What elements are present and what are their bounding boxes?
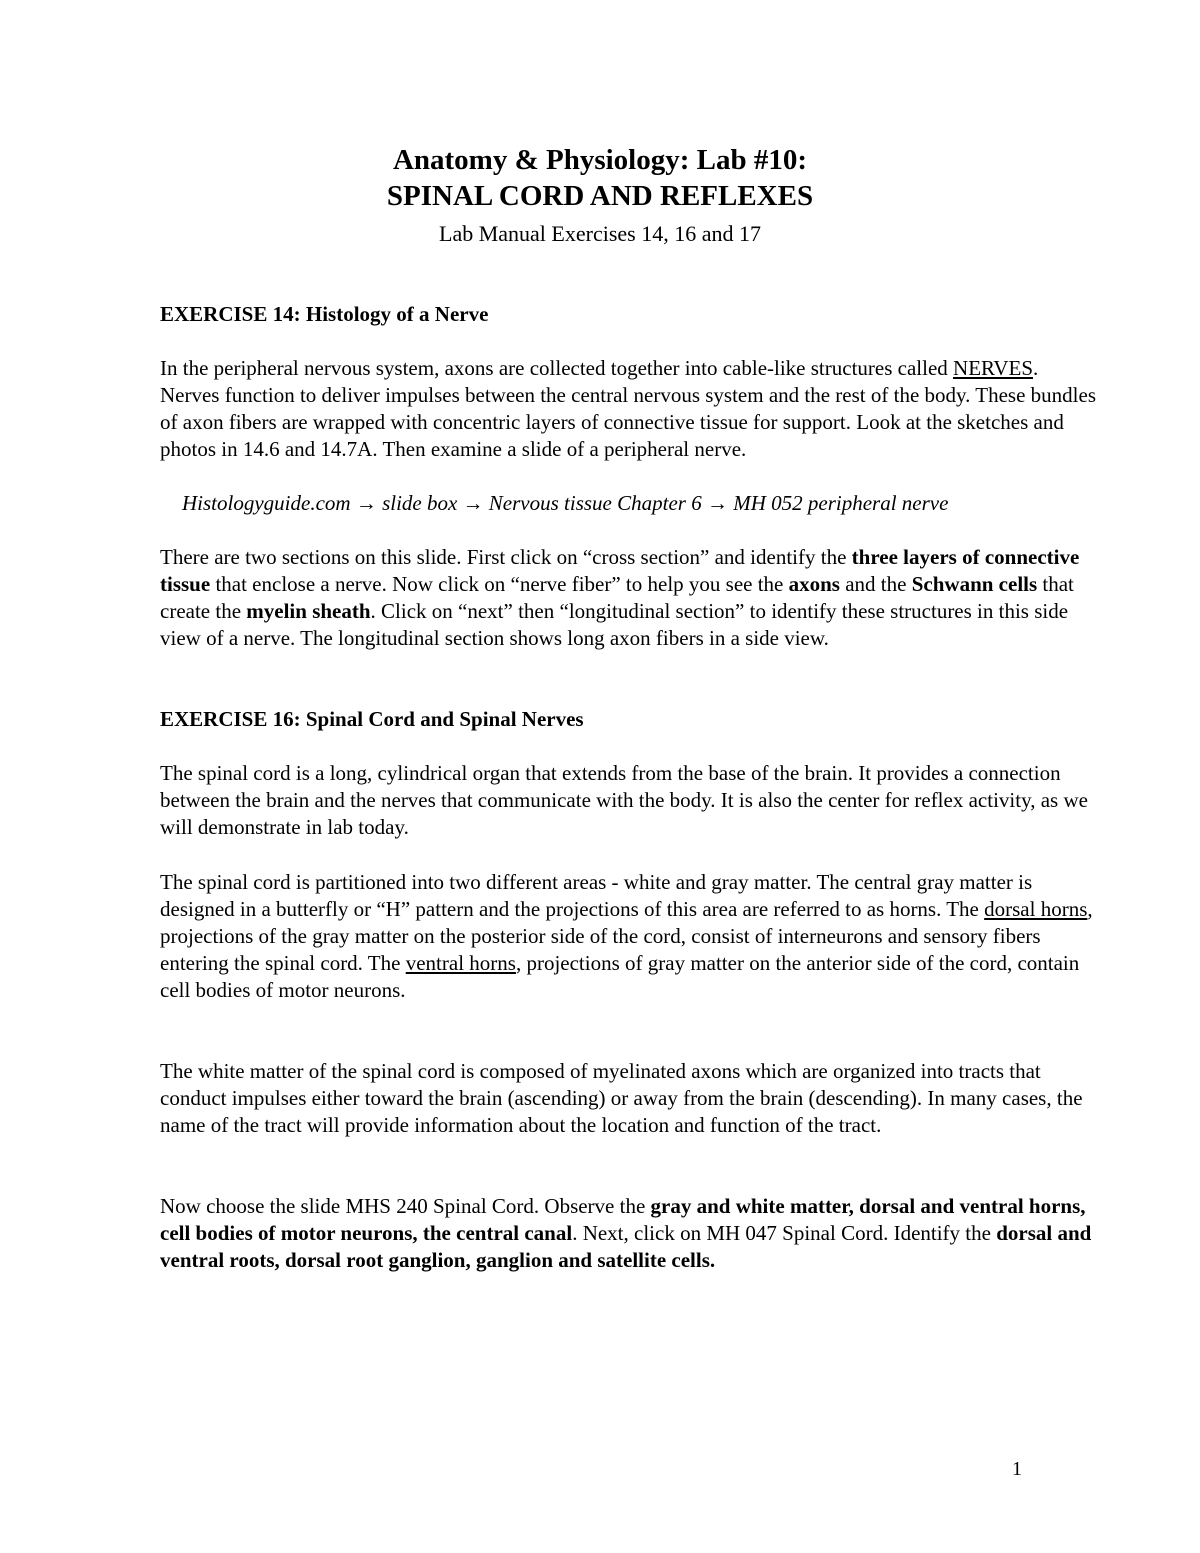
- exercise16-p4-text-c: . Next, click on MH 047 Spinal Cord. Identify the: [572, 1221, 997, 1245]
- exercise16-heading-text: EXERCISE 16: Spinal Cord and Spinal Nerves: [160, 707, 584, 731]
- navigation-path: [160, 490, 1122, 517]
- exercise14-heading-text: EXERCISE 14: Histology of a Nerve: [160, 302, 489, 326]
- term-dorsal-horns: dorsal horns: [984, 897, 1088, 921]
- exercise16-p1-text: The spinal cord is a long, cylindrical organ that extends from the base of the brain. It provides a connection between the brain and the nerves that communicate with the body. It is also the center for reflex activity, as we will demonstrate in lab today.: [160, 761, 1088, 839]
- exercise16-paragraph4: [160, 1193, 1100, 1274]
- term-schwann-cells: Schwann cells: [911, 572, 1038, 596]
- exercise16-p2-text-c: , projections of gray matter on the anterior side of the cord, contain cell bodies of motor neurons.: [160, 951, 1080, 1002]
- term-spinal-structures: gray and white matter, dorsal and ventral horns, cell bodies of motor neurons, the central canal: [160, 1194, 1086, 1245]
- exercise14-paragraph1: [160, 355, 1100, 463]
- exercise16-paragraph1: [160, 760, 1100, 841]
- page-subtitle: Lab Manual Exercises 14, 16 and 17: [439, 221, 761, 246]
- exercise14-p2-text-e: and the: [839, 572, 912, 596]
- exercise14-paragraph2: [160, 544, 1100, 652]
- exercise16-p3-text: The white matter of the spinal cord is composed of myelinated axons which are organized into tracts that conduct impulses either toward the brain (ascending) or away from the brain (descending). In many cases, the name of the tract will provide information about the location and function of the tract.: [160, 1059, 1083, 1137]
- exercise16-p2-text-a: The spinal cord is partitioned into two different areas - white and gray matter. The central gray matter is designed in a butterfly or “H” pattern and the projections of this area are referred to as horns. The: [160, 870, 1033, 921]
- exercise16-paragraph3: [160, 1058, 1100, 1139]
- path-slide-box: slide box: [376, 491, 463, 515]
- right-arrow-icon: →: [462, 491, 484, 515]
- nerves-term: NERVES: [953, 356, 1034, 380]
- right-arrow-icon: →: [706, 491, 728, 515]
- term-axons: axons: [788, 572, 840, 596]
- exercise14-p2-text-c: that enclose a nerve. Now click on “nerve fiber” to help you see the: [210, 572, 789, 596]
- exercise14-p1-text-b: . Nerves function to deliver impulses between the central nervous system and the rest of the body. These bundles of axon fibers are wrapped with concentric layers of connective tissue for support. Look at the sketches and photos in 14.6 and 14.7A. Then examine a slide of a peripheral nerve.: [160, 356, 1096, 461]
- exercise16-paragraph2: [160, 869, 1100, 1004]
- path-slide: MH 052 peripheral nerve: [727, 491, 949, 515]
- path-site: Histologyguide.com: [182, 491, 356, 515]
- page-title: Anatomy & Physiology: Lab #10:: [392, 144, 808, 176]
- page-number: 1: [1012, 1458, 1022, 1480]
- exercise16-heading: [160, 706, 1100, 733]
- right-arrow-icon: →: [355, 491, 377, 515]
- exercise14-p2-text-g: that create the: [160, 572, 1074, 623]
- exercise14-p2-text-i: . Click on “next” then “longitudinal section” to identify these structures in this side view of a nerve. The longitudinal section shows long axon fibers in a side view.: [160, 599, 1069, 650]
- page-title-topic: SPINAL CORD AND REFLEXES: [386, 180, 814, 212]
- term-connective-layers: three layers of connective tissue: [160, 545, 1080, 596]
- term-roots-ganglion: dorsal and ventral roots, dorsal root ganglion, ganglion and satellite cells.: [160, 1221, 1092, 1272]
- exercise16-p4-text-a: Now choose the slide MHS 240 Spinal Cord. Observe the: [160, 1194, 651, 1218]
- term-myelin-sheath: myelin sheath: [246, 599, 371, 623]
- exercise14-p1-text-a: In the peripheral nervous system, axons are collected together into cable-like structures called: [160, 356, 954, 380]
- exercise14-heading: [160, 301, 1100, 328]
- title-block: [0, 142, 1200, 254]
- exercise16-p2-text-b: , projections of the gray matter on the posterior side of the cord, consist of interneurons and sensory fibers entering the spinal cord. The: [160, 897, 1093, 975]
- term-ventral-horns: ventral horns: [405, 951, 516, 975]
- path-chapter: Nervous tissue Chapter 6: [483, 491, 707, 515]
- exercise14-p2-text-a: There are two sections on this slide. First click on “cross section” and identify the: [160, 545, 852, 569]
